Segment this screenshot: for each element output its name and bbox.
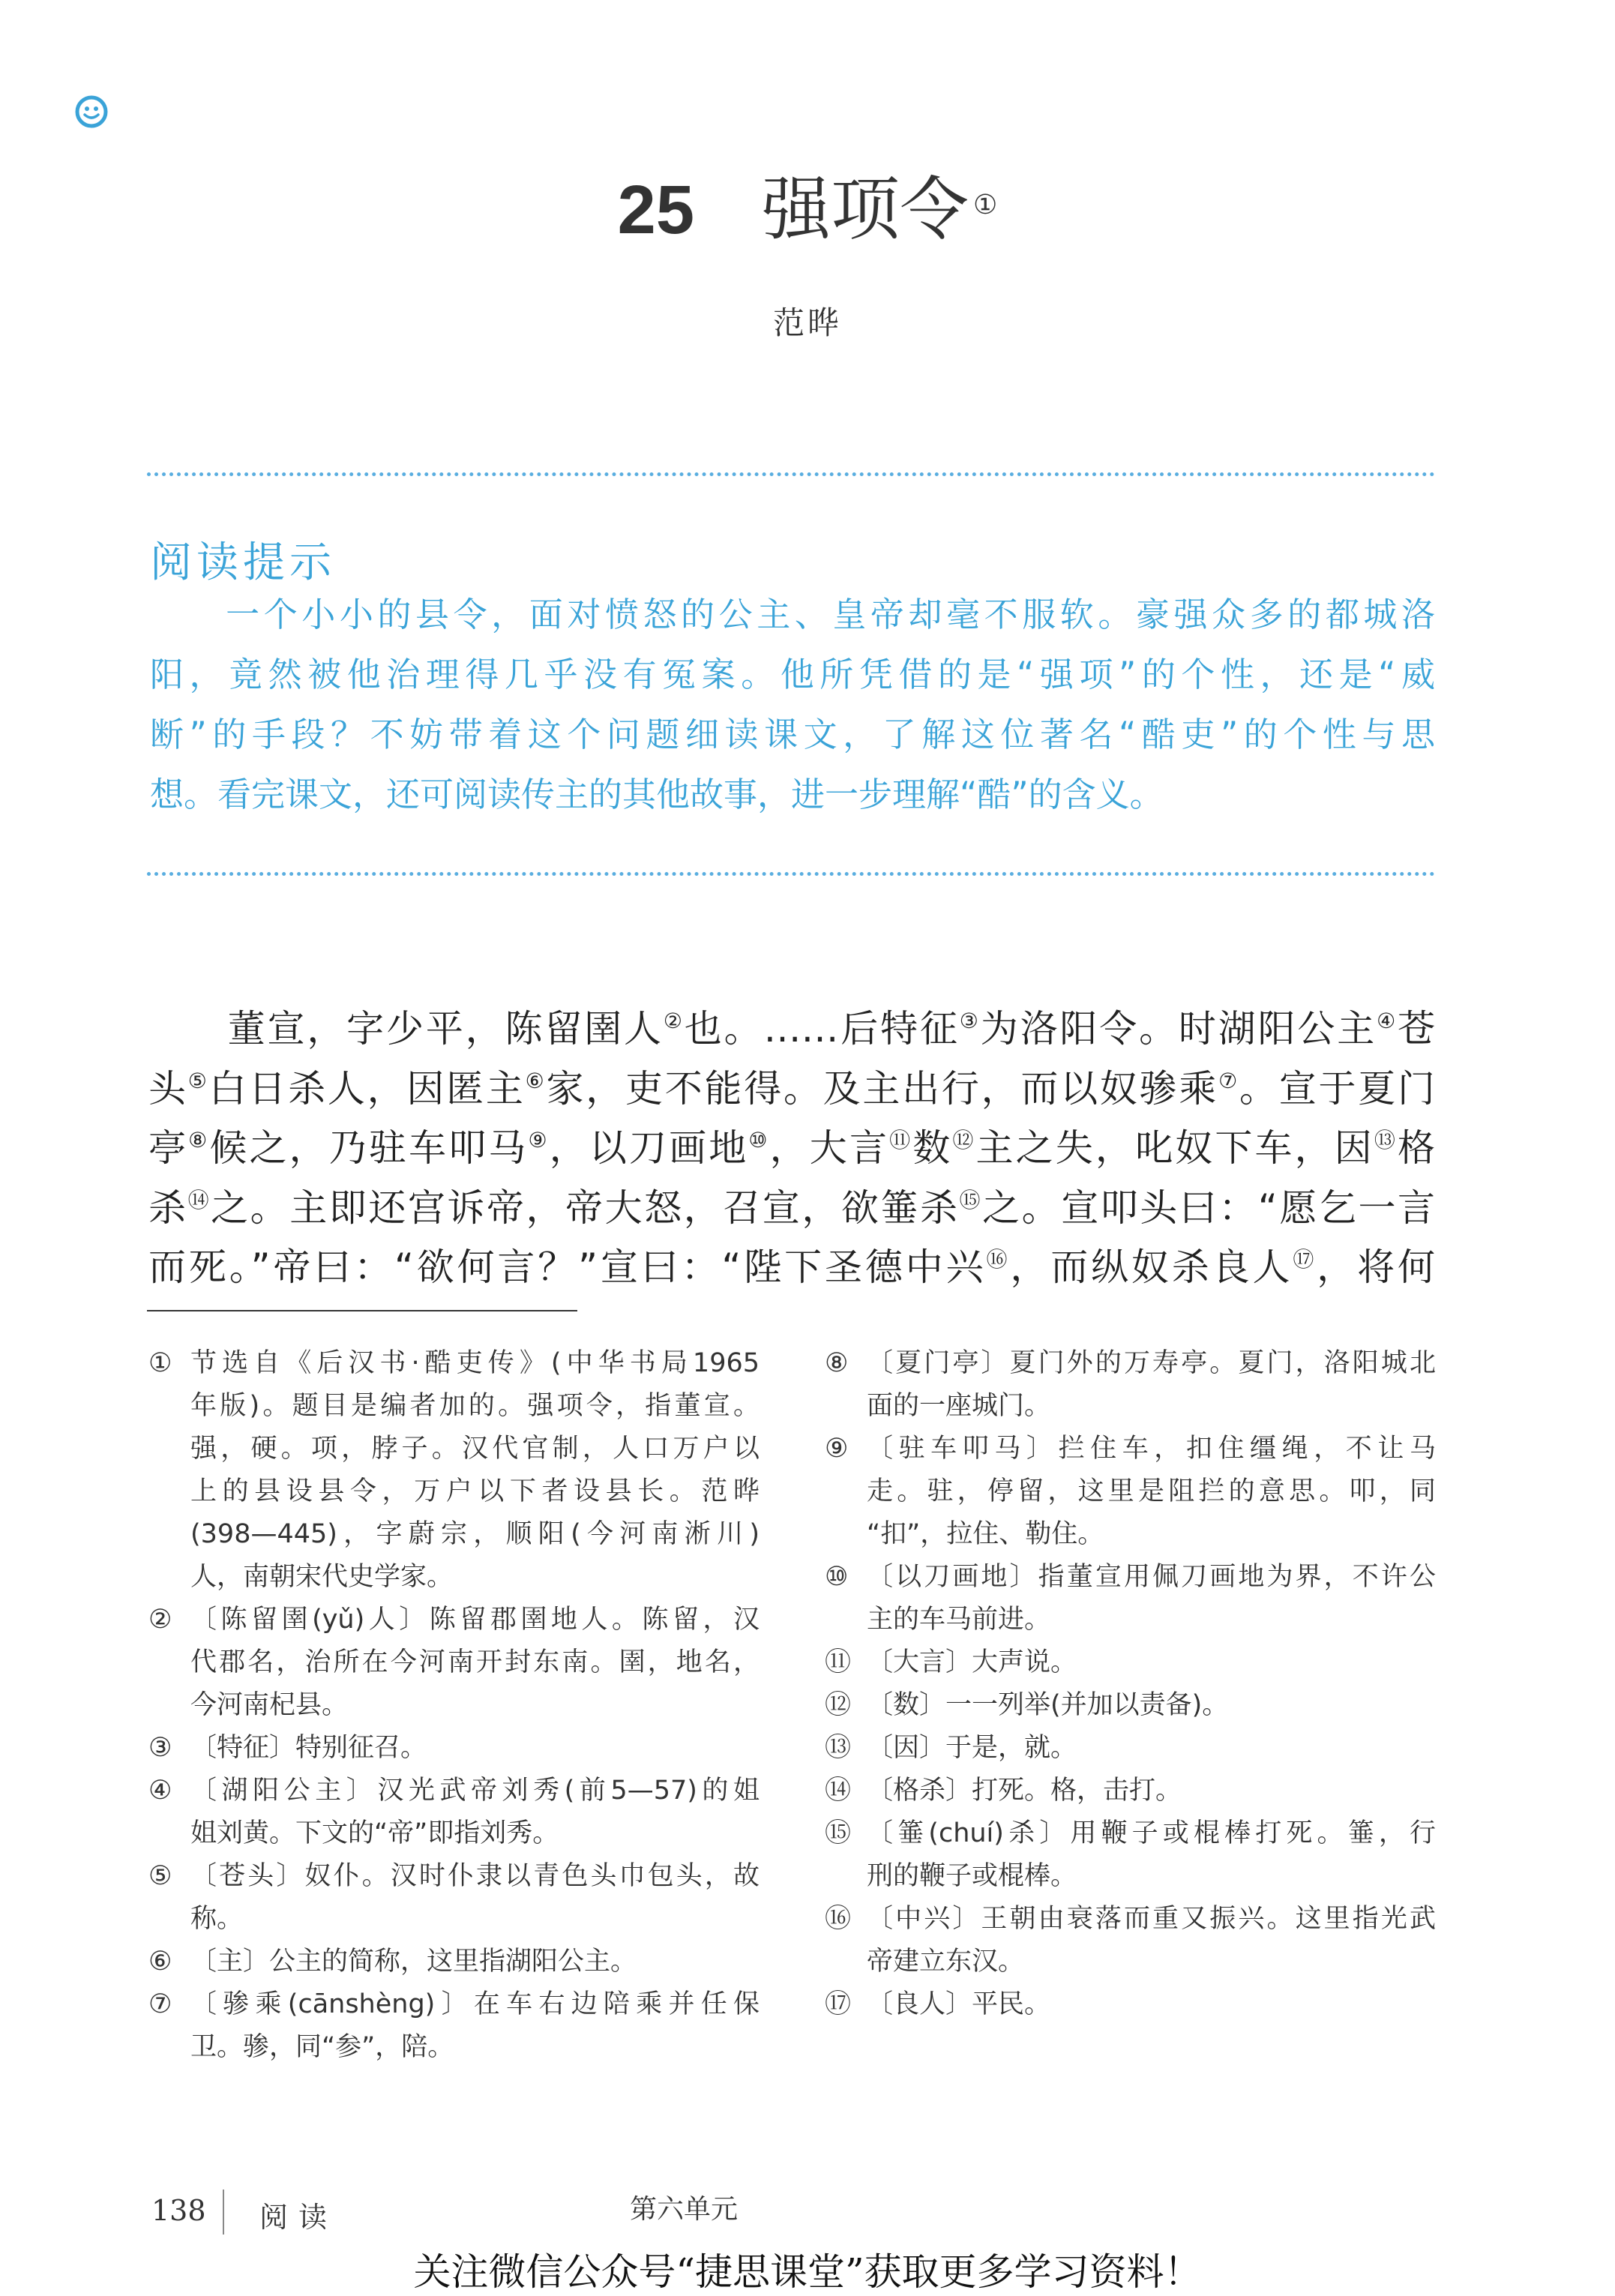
footnote-line: 〔数〕一一列举(并加以责备)。 [867, 1690, 1229, 1720]
body-text: 主之失，叱奴下车，因 [975, 1126, 1374, 1170]
footnote-mark: ⑭ [187, 1187, 211, 1212]
footnote-line: 〔苍头〕奴仆。汉时仆隶以青色头巾包头，故 [190, 1861, 760, 1891]
body-text: 董宣，字少平，陈留圉人 [148, 1007, 664, 1051]
body-text: 而死。”帝曰：“欲何言？”宣曰：“陛下圣德中兴 [148, 1245, 987, 1289]
footnote-line: 称。 [190, 1904, 244, 1934]
body-text: ，大言 [769, 1126, 890, 1170]
smiley-icon [74, 94, 109, 129]
footnote-line: 主的车马前进。 [867, 1605, 1051, 1635]
body-text: 之。宣叩头曰：“愿乞一言 [982, 1185, 1436, 1230]
body-text: 头 [148, 1066, 188, 1111]
footnote-mark: ⑰ [1293, 1247, 1317, 1272]
body-text: ，而纵奴杀良人 [1010, 1245, 1293, 1289]
footnote-mark: ⑫ [952, 1128, 976, 1152]
author: 范晔 [772, 304, 842, 341]
footnote-line: 姐刘黄。下文的“帝”即指刘秀。 [190, 1818, 559, 1848]
lesson-title-text: 强项令 [762, 169, 969, 250]
footnote-number: ⑧ [825, 1348, 849, 1378]
footnote-mark: ⑪ [889, 1128, 913, 1152]
footnote-mark: ⑮ [959, 1187, 983, 1212]
footnote [825, 1898, 1436, 1983]
footnote [148, 1342, 760, 1599]
footnote-line: 今河南杞县。 [190, 1690, 349, 1720]
body-line [148, 1005, 1435, 1053]
footnote [825, 1684, 1436, 1727]
footnote-mark: ④ [1377, 1009, 1398, 1033]
footnote-number: ⑫ [825, 1690, 852, 1720]
footnote-number: ⑩ [825, 1562, 849, 1592]
footnote [825, 1556, 1436, 1641]
body-text: 苍 [1398, 1007, 1436, 1051]
dotted-divider-top [147, 472, 1435, 476]
footnote-line: 〔大言〕大声说。 [867, 1647, 1077, 1677]
reading-hint-line: 一个小小的县令，面对愤怒的公主、皇帝却毫不服软。豪强众多的都城洛 [150, 595, 1435, 634]
body-text: 家，吏不能得。及主出行，而以奴骖乘 [546, 1066, 1219, 1111]
footnote-mark: ⑥ [525, 1068, 547, 1093]
footnote-number: ② [148, 1605, 172, 1635]
title-footnote-mark: ① [973, 190, 998, 220]
footnote [825, 1983, 1436, 2026]
reading-hint-heading: 阅读提示 [150, 538, 336, 587]
footnote-number: ⑭ [825, 1776, 852, 1806]
footnote [148, 1855, 760, 1941]
footnote-number: ④ [148, 1776, 172, 1806]
lesson-number: 25 [617, 172, 695, 248]
body-line [148, 1065, 1435, 1113]
footnote-number: ① [148, 1348, 172, 1378]
footnote-mark: ⑯ [986, 1247, 1011, 1272]
footnote [148, 1983, 760, 2069]
footnote-number: ⑪ [825, 1647, 852, 1677]
footnote-line: “扣”，拉住、勒住。 [867, 1519, 1104, 1549]
body-line [148, 1184, 1435, 1232]
footnote [825, 1428, 1436, 1556]
footnote [148, 1770, 760, 1855]
footnote-line: 代郡名，治所在今河南开封东南。圉，地名， [190, 1647, 760, 1677]
footnote-mark: ⑨ [528, 1128, 550, 1152]
body-text: 也。……后特征 [684, 1007, 960, 1051]
footnote-line: 〔中兴〕王朝由衰落而重又振兴。这里指光武 [867, 1904, 1436, 1934]
footnote [148, 1727, 760, 1770]
footnotes-right [825, 1342, 1436, 2026]
footnotes-left [148, 1342, 760, 2069]
lesson-title [0, 169, 1615, 251]
footnote-number: ⑨ [825, 1434, 849, 1464]
footnote-number: ③ [148, 1733, 172, 1763]
footnote-line: 〔主〕公主的简称，这里指湖阳公主。 [190, 1947, 637, 1977]
footnote-number: ⑥ [148, 1947, 172, 1977]
reading-hint-line: 想。看完课文，还可阅读传主的其他故事，进一步理解“酷”的含义。 [150, 775, 1164, 814]
body-text: 亭 [148, 1126, 189, 1170]
footnote [825, 1812, 1436, 1898]
footnote-line: 〔陈留圉(yǔ)人〕陈留郡圉地人。陈留，汉 [190, 1605, 760, 1635]
footnote-number: ⑤ [148, 1861, 172, 1891]
footnote-line: 〔以刀画地〕指董宣用佩刀画地为界，不许公 [867, 1562, 1436, 1592]
footnote-line: 面的一座城门。 [867, 1391, 1051, 1421]
footnote-line: 年版)。题目是编者加的。强项令，指董宣。 [190, 1391, 760, 1421]
page-number: 138 [151, 2194, 206, 2227]
footnote-mark: ② [663, 1009, 685, 1033]
body-text: 杀 [148, 1185, 188, 1230]
reading-hint-line: 断”的手段？不妨带着这个问题细读课文，了解这位著名“酷吏”的个性与思 [150, 715, 1435, 754]
footnote-line: 〔特征〕特别征召。 [190, 1733, 427, 1763]
body-text: 。宣于夏门 [1239, 1066, 1436, 1111]
footnote-line: 〔格杀〕打死。格，击打。 [867, 1776, 1182, 1806]
footnote-mark: ⑩ [748, 1128, 770, 1152]
footnote-line: 上的县设县令，万户以下者设县长。范晔 [190, 1476, 760, 1506]
footnote-line: 〔驻车叩马〕拦住车，扣住缰绳，不让马 [867, 1434, 1436, 1464]
footnote [825, 1770, 1436, 1812]
footnote [148, 1599, 760, 1727]
footnote-rule [147, 1310, 577, 1311]
section-label: 阅读 [259, 2201, 338, 2234]
footnote-mark: ⑧ [188, 1128, 210, 1152]
unit-label: 第六单元 [630, 2194, 739, 2225]
footnote-mark: ⑦ [1218, 1068, 1240, 1093]
footnote-line: 〔良人〕平民。 [867, 1989, 1051, 2019]
body-line [148, 1243, 1435, 1291]
footnote-line: 节选自《后汉书·酷吏传》(中华书局1965 [190, 1348, 760, 1378]
footnote-line: 人，南朝宋代史学家。 [190, 1562, 454, 1592]
footnote [825, 1342, 1436, 1428]
footnote-line: 刑的鞭子或棍棒。 [867, 1861, 1077, 1891]
footnote-line: 〔箠(chuí)杀〕用鞭子或棍棒打死。箠，行 [867, 1818, 1436, 1848]
footnote-number: ⑬ [825, 1733, 852, 1763]
footnote-line: 帝建立东汉。 [867, 1947, 1025, 1977]
body-text: 格 [1398, 1126, 1436, 1170]
footnote-line: 卫。骖，同“参”，陪。 [190, 2032, 454, 2062]
body-text: 为洛阳令。时湖阳公主 [980, 1007, 1377, 1051]
footnote-number: ⑦ [148, 1989, 172, 2019]
body-text: 数 [912, 1126, 953, 1170]
reading-hint-line: 阳，竟然被他治理得几乎没有冤案。他所凭借的是“强项”的个性，还是“威 [150, 655, 1435, 694]
body-text: 白日杀人，因匿主 [208, 1066, 526, 1111]
footnote-line: 强，硬。项，脖子。汉代官制，人口万户以 [190, 1434, 760, 1464]
body-text: 之。主即还宫诉帝，帝大怒，召宣，欲箠杀 [211, 1185, 960, 1230]
footnote-line: 〔夏门亭〕夏门外的万寿亭。夏门，洛阳城北 [867, 1348, 1436, 1378]
footnote-line: 走。驻，停留，这里是阻拦的意思。叩，同 [867, 1476, 1436, 1506]
footnote [148, 1941, 760, 1983]
body-line [148, 1124, 1435, 1172]
body-text: ，以刀画地 [549, 1126, 749, 1170]
body-text: 候之，乃驻车叩马 [209, 1126, 529, 1170]
footer-divider [223, 2190, 224, 2235]
dotted-divider-bottom [147, 872, 1435, 876]
body-text: ，将何 [1317, 1245, 1435, 1289]
footnote-number: ⑯ [825, 1904, 852, 1934]
footnote-line: 〔骖乘(cānshèng)〕在车右边陪乘并任保 [190, 1989, 760, 2019]
footnote [825, 1727, 1436, 1770]
footnote-mark: ⑬ [1374, 1128, 1398, 1152]
footnote [825, 1641, 1436, 1684]
footnote-line: 〔湖阳公主〕汉光武帝刘秀(前5—57)的姐 [190, 1776, 760, 1806]
footnote-line: 〔因〕于是，就。 [867, 1733, 1077, 1763]
footnote-number: ⑮ [825, 1818, 852, 1848]
footnote-mark: ⑤ [187, 1068, 209, 1093]
promo-banner: 关注微信公众号“捷思课堂”获取更多学习资料！ [413, 2250, 1202, 2294]
footnote-line: (398—445)，字蔚宗，顺阳(今河南淅川) [190, 1519, 760, 1549]
footnote-number: ⑰ [825, 1989, 852, 2019]
footnote-mark: ③ [959, 1009, 981, 1033]
